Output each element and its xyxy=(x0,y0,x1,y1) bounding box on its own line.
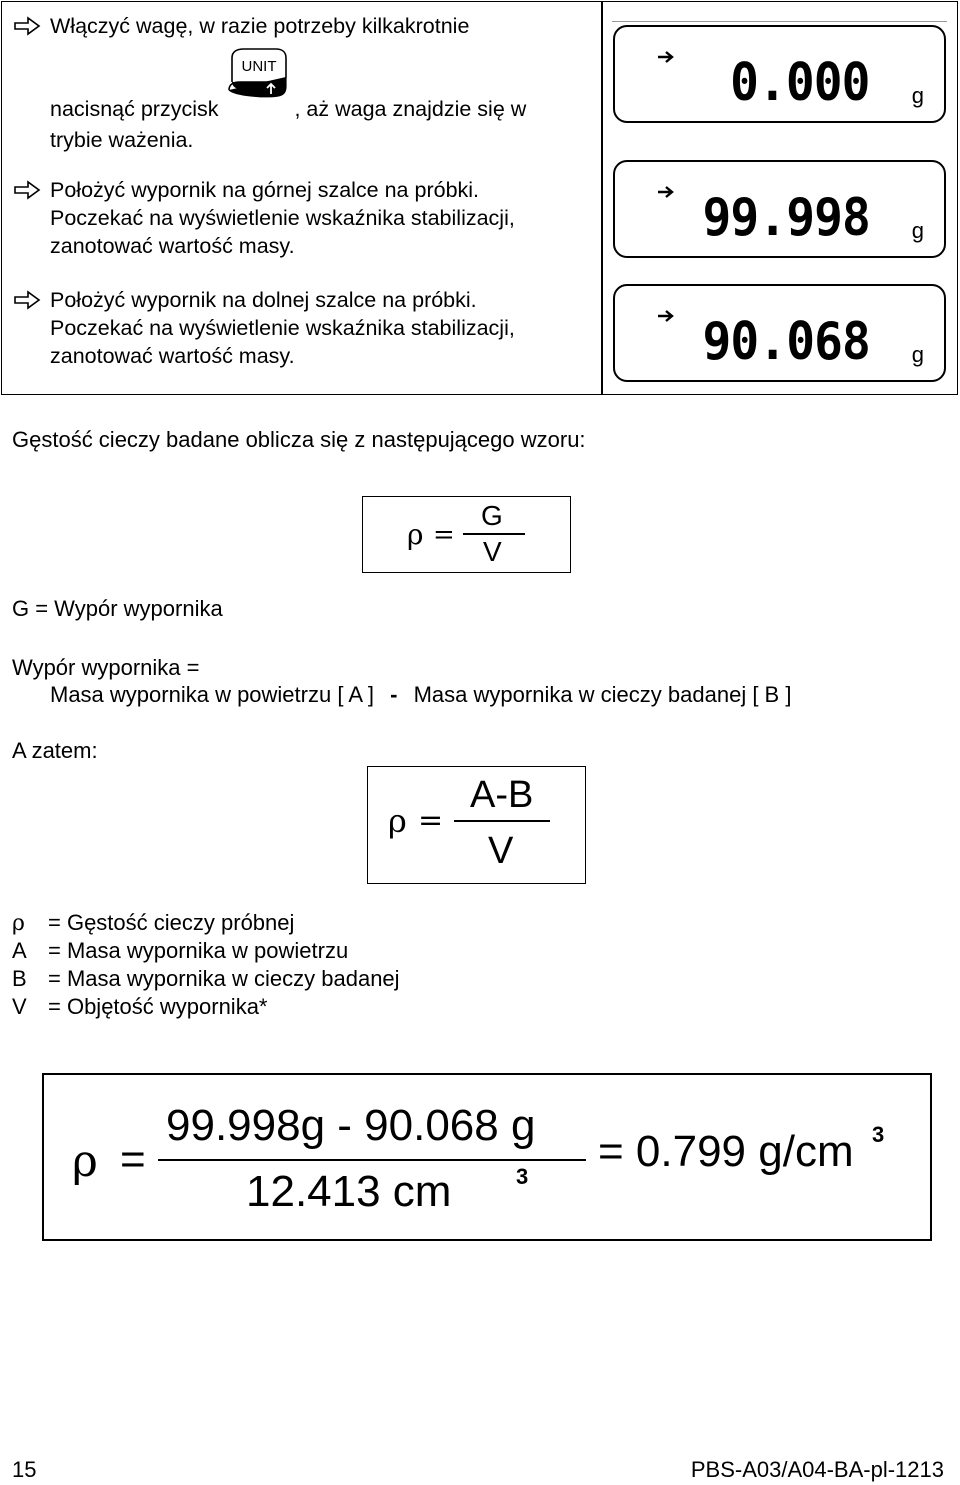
step1-line1: Włączyć wagę, w razie potrzeby kilkakrotnie xyxy=(50,14,470,38)
hollow-arrow-icon xyxy=(12,12,42,40)
buoyancy-term-a: Masa wypornika w powietrzu [ A ] xyxy=(50,682,375,707)
step-lower-pan xyxy=(10,286,595,370)
legend-symbol: A xyxy=(12,938,27,963)
step2-line2: Poczekać na wyświetlenie wskaźnika stabilizacji, xyxy=(50,206,515,230)
lcd-value: 0.000 xyxy=(730,53,870,113)
denominator: V xyxy=(488,830,514,872)
lcd-unit: g xyxy=(911,342,924,367)
step1-line2-post: , aż waga znajdzie się w xyxy=(294,97,527,121)
step3-line3: zanotować wartość masy. xyxy=(50,344,295,368)
equals-sign: = xyxy=(418,803,444,838)
g-definition: G = Wypór wypornika xyxy=(12,596,223,621)
thus-label: A zatem: xyxy=(12,738,98,763)
step3-line2: Poczekać na wyświetlenie wskaźnika stabilizacji, xyxy=(50,316,515,340)
legend-item-rho xyxy=(12,909,294,938)
rho-symbol: ρ xyxy=(72,1136,98,1187)
legend-item-v xyxy=(12,993,268,1021)
formula-density-box xyxy=(362,496,571,573)
lcd-display-liquid xyxy=(613,284,946,382)
equals-sign: = xyxy=(433,520,455,550)
step2-line1: Położyć wypornik na górnej szalce na próbki. xyxy=(50,178,480,202)
step-switch-on xyxy=(10,12,595,154)
step-upper-pan xyxy=(10,176,595,260)
legend-text: = Masa wypornika w cieczy badanej xyxy=(48,966,400,991)
legend-symbol: B xyxy=(12,966,27,991)
document-code: PBS-A03/A04-BA-pl-1213 xyxy=(690,1457,944,1482)
lcd-value: 99.998 xyxy=(702,188,870,248)
fraction-line xyxy=(454,820,550,822)
step1-line2 xyxy=(50,58,595,126)
table-divider xyxy=(601,2,603,394)
result-exponent: 3 xyxy=(872,1122,885,1147)
legend-text: = Objętość wypornika* xyxy=(48,994,268,1019)
denominator-exponent: 3 xyxy=(516,1164,529,1189)
stability-arrow-icon xyxy=(657,49,677,65)
numerator: 99.998g - 90.068 g xyxy=(166,1101,536,1150)
display-top-rule xyxy=(612,21,947,22)
lcd-display-zero xyxy=(613,25,946,123)
buoyancy-term-b: Masa wypornika w cieczy badanej [ B ] xyxy=(413,682,792,707)
stability-arrow-icon xyxy=(657,184,677,200)
step1-line3: trybie ważenia. xyxy=(50,128,194,152)
numerator: A-B xyxy=(470,774,534,816)
legend-text: = Masa wypornika w powietrzu xyxy=(48,938,349,963)
svg-text:UNIT: UNIT xyxy=(241,58,277,75)
legend-item-b xyxy=(12,965,400,993)
fraction-line xyxy=(158,1159,586,1161)
buoyancy-label: Wypór wypornika = xyxy=(12,655,200,680)
legend-item-a xyxy=(12,937,348,965)
lcd-value: 90.068 xyxy=(702,312,870,372)
buoyancy-definition xyxy=(50,681,791,709)
step2-line3: zanotować wartość masy. xyxy=(50,234,295,258)
lcd-display-air xyxy=(613,160,946,258)
rho-symbol: ρ xyxy=(388,802,407,840)
equals-sign: = xyxy=(120,1135,146,1184)
numerator: G xyxy=(481,500,503,531)
legend-symbol: V xyxy=(12,994,27,1019)
step3-line1: Położyć wypornik na dolnej szalce na próbki. xyxy=(50,288,477,312)
lcd-unit: g xyxy=(911,218,924,243)
denominator: V xyxy=(483,536,502,567)
rho-symbol: ρ xyxy=(407,518,424,551)
formula-density-ab-box xyxy=(367,766,586,884)
unit-key-icon xyxy=(226,58,288,126)
stability-arrow-icon xyxy=(657,308,677,324)
hollow-arrow-icon xyxy=(12,286,42,314)
result: = 0.799 g/cm xyxy=(598,1127,854,1176)
minus-sign: - xyxy=(390,682,398,707)
denominator: 12.413 cm xyxy=(246,1167,452,1216)
lcd-unit: g xyxy=(911,83,924,108)
example-calculation-box xyxy=(42,1073,932,1241)
instruction-steps xyxy=(10,12,595,390)
step1-line2-pre: nacisnąć przycisk xyxy=(50,97,219,121)
hollow-arrow-icon xyxy=(12,176,42,204)
legend-symbol: ρ xyxy=(12,911,25,936)
legend-text: = Gęstość cieczy próbnej xyxy=(48,910,295,935)
fraction-line xyxy=(463,533,525,535)
intro-text: Gęstość cieczy badane oblicza się z następującego wzoru: xyxy=(12,427,586,452)
page-number: 15 xyxy=(12,1457,37,1482)
